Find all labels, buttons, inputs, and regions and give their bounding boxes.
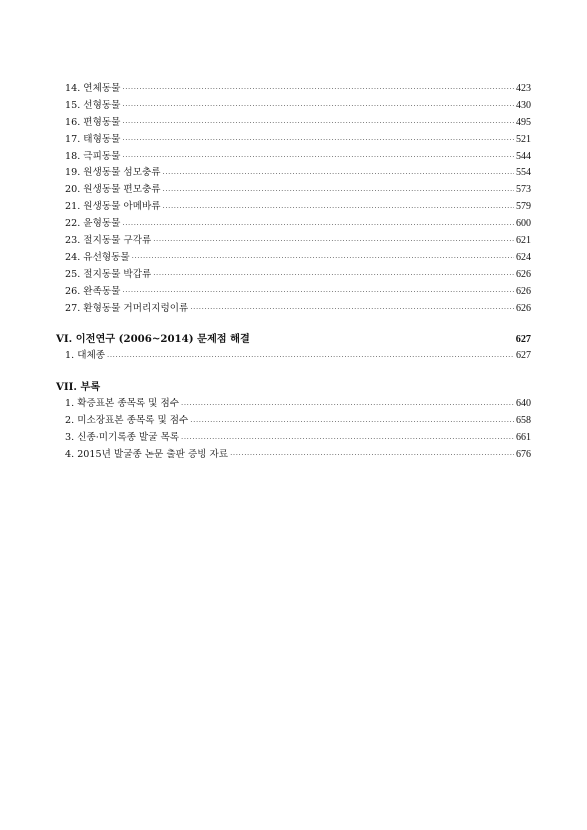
toc-entry-title: 4. 2015년 발굴종 논문 출판 증빙 자료 [65,449,229,461]
toc-entry-page: 600 [516,218,531,230]
toc-entry[interactable] [56,233,531,250]
toc-entry-title: 2. 미소장표본 종목록 및 점수 [65,415,189,427]
toc-entry-title: 22. 윤형동물 [65,218,121,230]
toc-entry-page: 521 [516,133,531,145]
toc-entry[interactable] [56,182,531,199]
toc-entry-title: 18. 극피동물 [65,150,121,162]
toc-entry[interactable] [56,250,531,267]
toc-entry-title: 15. 선형동물 [65,99,121,111]
dot-leader [190,304,514,314]
toc-entry[interactable] [56,447,531,464]
dot-leader [122,84,514,94]
dot-leader [163,203,515,213]
toc-entry-page: 554 [516,167,531,179]
toc-entry-page: 640 [516,398,531,410]
toc-entry-title: 1. 대체종 [65,350,106,362]
toc-entry[interactable] [56,348,531,365]
dot-leader [122,118,514,128]
toc-entry-title: 17. 태형동물 [65,133,121,145]
dot-leader [122,135,514,145]
toc-entry-title: 25. 절지동물 박갑류 [65,268,152,280]
toc-entry-title: 3. 신종·미기록종 발굴 목록 [65,432,180,444]
toc-entry-title: 20. 원생동물 편모충류 [65,184,161,196]
dot-leader [122,220,514,230]
toc-entry[interactable] [56,284,531,301]
toc-entry-page: 676 [516,449,531,461]
toc-entry-page: 626 [516,302,531,314]
dot-leader [181,434,514,444]
toc-entry[interactable] [56,149,531,166]
dot-leader [153,236,514,246]
toc-section-title: VII. 부록 [56,381,101,394]
toc-entry-page: 624 [516,251,531,263]
toc-entry[interactable] [56,98,531,115]
toc-entry[interactable] [56,132,531,149]
toc-entry[interactable] [56,301,531,318]
toc-entry-title: 21. 원생동물 아메바류 [65,201,161,213]
dot-leader [122,287,514,297]
toc-section-title: VI. 이전연구 (2006~2014) 문제점 해결 [56,333,250,346]
toc-section-heading[interactable] [56,331,531,348]
dot-leader [181,400,514,410]
toc-section-heading[interactable] [56,379,531,396]
toc-entry-page: 495 [516,116,531,128]
toc-entry-page: 544 [516,150,531,162]
dot-leader [163,186,515,196]
toc-entry[interactable] [56,267,531,284]
dot-leader [190,417,514,427]
toc-entry-page: 579 [516,201,531,213]
toc-entry-title: 27. 환형동물 거머리지렁이류 [65,302,189,314]
toc-entry[interactable] [56,115,531,132]
toc-entry-title: 19. 원생동물 섬모충류 [65,167,161,179]
dot-leader [230,450,514,460]
toc-entry-page: 573 [516,184,531,196]
table-of-contents [56,81,531,464]
toc-entry-page: 621 [516,235,531,247]
section-spacer [56,317,531,331]
dot-leader [132,253,514,263]
toc-entry-page: 626 [516,285,531,297]
toc-entry[interactable] [56,165,531,182]
toc-entry-page: 658 [516,415,531,427]
toc-entry[interactable] [56,396,531,413]
dot-leader [153,270,514,280]
toc-entry[interactable] [56,216,531,233]
toc-entry-title: 23. 절지동물 구각류 [65,235,152,247]
toc-entry-title: 16. 편형동물 [65,116,121,128]
section-spacer [56,365,531,379]
toc-entry-page: 423 [516,83,531,94]
toc-entry-title: 24. 유선형동물 [65,251,130,263]
dot-leader [107,352,514,362]
toc-entry-page: 626 [516,268,531,280]
toc-entry-title: 14. 연체동물 [65,83,121,94]
toc-entry-title: 1. 확증표본 종목록 및 점수 [65,398,180,410]
dot-leader [163,169,515,179]
toc-entry-page: 661 [516,432,531,444]
dot-leader [122,101,514,111]
toc-entry[interactable] [56,413,531,430]
toc-section-page: 627 [515,334,531,346]
toc-entry[interactable] [56,199,531,216]
dot-leader [122,152,514,162]
dot-leader [252,335,514,345]
toc-entry-page: 430 [516,99,531,111]
toc-entry-title: 26. 완족동물 [65,285,121,297]
toc-entry-page: 627 [516,350,531,362]
toc-entry[interactable] [56,81,531,98]
toc-entry[interactable] [56,430,531,447]
